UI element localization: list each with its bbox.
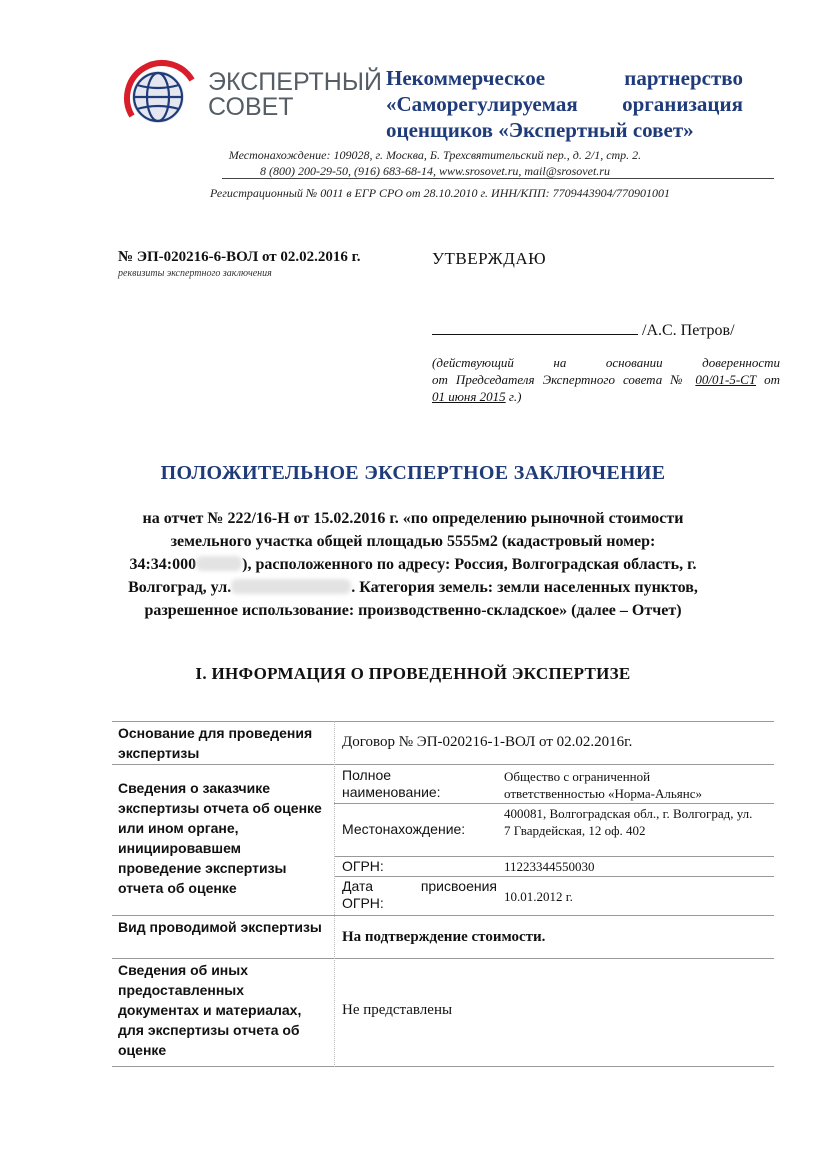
signature-blank [432,320,638,335]
section-1-title: I. ИНФОРМАЦИЯ О ПРОВЕДЕННОЙ ЭКСПЕРТИЗЕ [195,664,631,683]
globe-logo-icon [118,56,214,138]
table-row-border [334,803,774,804]
ogrn-date-value: 10.01.2012 г. [504,889,573,904]
street-prefix: Волгоград, ул. [128,579,232,596]
organization-address [200,147,670,179]
full-name-label-1: Полное [342,767,392,783]
table-column-divider [334,721,335,1067]
proxy-date: 01 июня 2015 [432,389,506,404]
subject-line-3-rest: ), расположенного по адресу: Россия, Волгоградская область, г. [242,556,697,573]
expertise-info-table [112,721,774,1067]
table-row-border [334,876,774,877]
acting-line-1: (действующий на основании доверенности [432,355,780,370]
document-number: № ЭП-020216-6-ВОЛ от 02.02.2016 г. [118,249,361,265]
address-line-1: Местонахождение: 109028, г. Москва, Б. Трехсвятительский пер., д. 2/1, стр. 2. [228,148,642,162]
other-docs-value: Не представлены [342,1002,453,1018]
subject-line-2: земельного участка общей площадью 5555м2 (кадастровый номер: [170,533,656,550]
logo-text-line2: СОВЕТ [208,93,294,121]
subject-line-5: разрешенное использование: производственно-складское» (далее – Отчет) [144,602,682,619]
basis-label: Основание для проведения экспертизы [118,725,313,761]
org-line-1: Некоммерческое партнерство [386,66,743,90]
acting-line-3 [432,389,521,404]
ogrn-date-label [342,878,497,912]
org-line-2: «Саморегулируемая организация [386,92,743,116]
subject-line-4 [80,576,746,599]
full-name-value: Общество с ограниченной ответственностью «Норма-Альянс» [504,769,702,801]
subject-line-4-rest: . Категория земель: земли населенных пунктов, [351,579,698,596]
signatory-name: /А.С. Петров/ [642,322,735,339]
table-row-border [112,721,774,722]
conclusion-title: ПОЛОЖИТЕЛЬНОЕ ЭКСПЕРТНОЕ ЗАКЛЮЧЕНИЕ [160,462,666,484]
subject-line-1: на отчет № 222/16-Н от 15.02.2016 г. «по определению рыночной стоимости [142,510,684,527]
acting-line-3-end: г.) [505,389,522,404]
table-row-border [112,958,774,959]
approval-title: УТВЕРЖДАЮ [432,249,547,268]
signature-line [432,320,735,340]
table-row-border [112,1066,774,1067]
basis-value: Договор № ЭП-020216-1-ВОЛ от 02.02.2016г. [342,734,633,750]
organization-name [386,65,743,143]
document-number-note: реквизиты экспертного заключения [118,268,272,279]
ogrn-date-label-1: Дата присвоения [342,878,497,894]
acting-authority-note [432,354,780,405]
location-value: 400081, Волгоградская обл., г. Волгоград, ул. 7 Гвардейская, 12 оф. 402 [504,806,753,838]
organization-logo [118,56,382,138]
acting-line-2 [432,371,780,388]
location-label: Местонахождение: [342,821,466,837]
full-name-label-2: наименование: [342,784,441,800]
other-docs-label: Сведения об иных предоставленных документах и материалах, для экспертизы отчета об оценке [118,962,302,1058]
logo-wordmark [208,70,382,120]
proxy-number: 00/01-5-СТ [695,372,757,387]
registration-info: Регистрационный № 0011 в ЕГР СРО от 28.10.2010 г. ИНН/КПП: 7709443904/770901001 [209,186,671,200]
redacted-cadastral [196,556,242,571]
customer-label: Сведения о заказчике экспертизы отчета об оценке или ином органе, инициировавшем проведение экспертизы отчета об оценке [118,780,322,896]
cadastral-prefix: 34:34:000 [129,556,197,573]
header-divider [222,178,774,179]
subject-line-3 [80,553,746,576]
acting-line-2-end: от [756,372,780,387]
table-row-border [112,915,774,916]
expertise-type-value: На подтверждение стоимости. [342,929,546,945]
full-name-label [342,767,497,801]
logo-text-line1: ЭКСПЕРТНЫЙ [208,68,382,96]
ogrn-label: ОГРН: [342,858,384,874]
address-line-2: 8 (800) 200-29-50, (916) 683-68-14, www.srosovet.ru, mail@srosovet.ru [260,164,610,178]
table-row-border [334,856,774,857]
ogrn-value: 11223344550030 [504,859,595,874]
expertise-type-label: Вид проводимой экспертизы [118,919,322,935]
org-line-3: оценщиков «Экспертный совет» [386,118,694,142]
conclusion-subject [80,507,746,622]
redacted-street [231,579,351,594]
table-row-border [112,764,774,765]
ogrn-date-label-2: ОГРН: [342,895,384,911]
acting-line-2-text: от Председателя Экспертного совета № [432,372,696,387]
